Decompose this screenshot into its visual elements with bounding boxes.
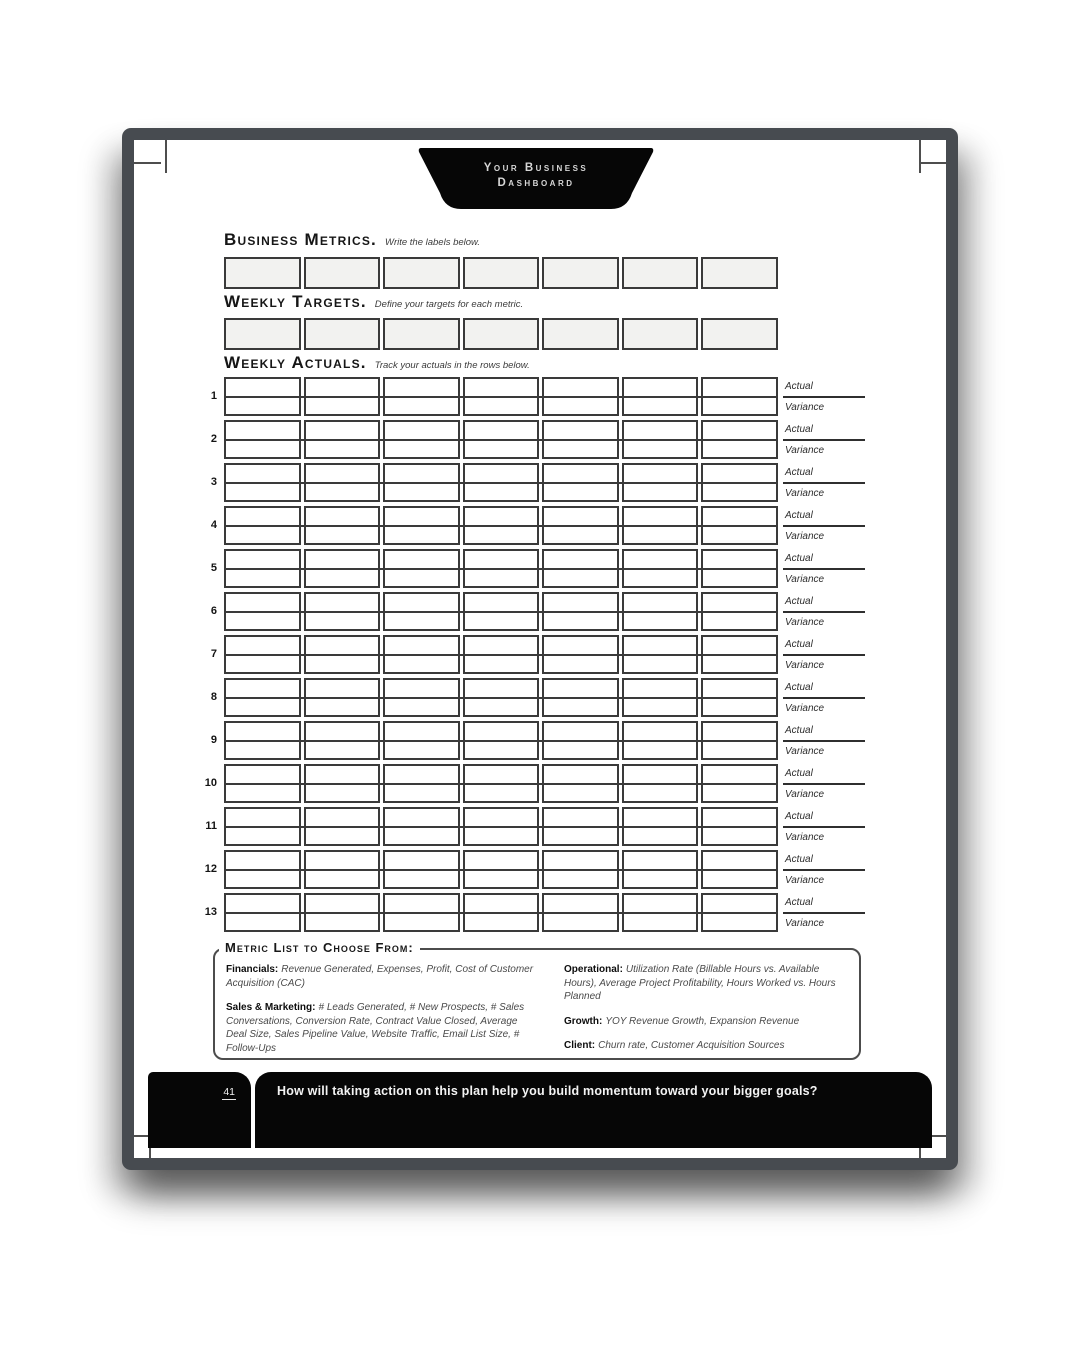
metric-entry-text: # Leads Generated, # New Prospects, # Sales Conversations, Conversion Rate, Contract Value Closed, Average Deal Size, Sales Pipeline Value, Website Traffic, Email List Size, # Follow-Ups xyxy=(226,1002,525,1054)
weekly-targets-subtitle: Define your targets for each metric. xyxy=(374,299,524,310)
blank-metric-cell xyxy=(463,257,540,289)
actuals-cell-group xyxy=(224,549,778,588)
row-number: 3 xyxy=(210,476,217,488)
actual-label: Actual xyxy=(783,764,865,785)
row-side-labels xyxy=(783,377,865,416)
row-middle-divider xyxy=(224,611,778,613)
crop-mark-top-left-h xyxy=(134,162,161,164)
row-side-labels xyxy=(783,549,865,588)
actuals-row-block xyxy=(202,463,942,502)
row-side-labels xyxy=(783,764,865,803)
row-middle-divider xyxy=(224,826,778,828)
crop-mark-top-right-v xyxy=(919,140,921,173)
row-side-labels xyxy=(783,850,865,889)
actual-label: Actual xyxy=(783,678,865,699)
metric-entry-label: Operational: xyxy=(564,964,623,975)
row-number: 9 xyxy=(210,734,217,746)
metric-entry-label: Financials: xyxy=(226,964,279,975)
row-number: 1 xyxy=(210,390,217,402)
actual-label: Actual xyxy=(783,592,865,613)
actuals-row-block xyxy=(202,506,942,545)
actuals-row-block xyxy=(202,377,942,416)
row-middle-divider xyxy=(224,439,778,441)
actuals-row-block xyxy=(202,807,942,846)
row-side-labels xyxy=(783,678,865,717)
business-metrics-title: Business Metrics. xyxy=(224,230,377,249)
blank-metric-cell xyxy=(701,257,778,289)
weekly-actuals-title: Weekly Actuals. xyxy=(224,353,367,372)
banner-title xyxy=(418,161,654,191)
row-middle-divider xyxy=(224,654,778,656)
variance-label: Variance xyxy=(785,788,825,800)
variance-label: Variance xyxy=(785,530,825,542)
metric-entry xyxy=(564,1015,845,1029)
actuals-cell-group xyxy=(224,764,778,803)
actual-label: Actual xyxy=(783,850,865,871)
actuals-row-block xyxy=(202,592,942,631)
metric-list-right-column xyxy=(564,963,845,1066)
row-middle-divider xyxy=(224,697,778,699)
banner-title-line2: Dashboard xyxy=(497,177,575,189)
actuals-cell-group xyxy=(224,678,778,717)
actual-label: Actual xyxy=(783,420,865,441)
blank-metric-cell xyxy=(224,318,301,350)
row-middle-divider xyxy=(224,482,778,484)
variance-label: Variance xyxy=(785,401,825,413)
variance-label: Variance xyxy=(785,444,825,456)
metric-entry-text: Utilization Rate (Billable Hours vs. Available Hours), Average Project Profitability, Hours Worked vs. Hours Planned xyxy=(564,964,836,1002)
row-side-labels xyxy=(783,506,865,545)
actuals-cell-group xyxy=(224,592,778,631)
metric-entry-label: Growth: xyxy=(564,1015,603,1027)
actuals-cell-group xyxy=(224,420,778,459)
metric-list-left-column xyxy=(226,963,538,1066)
row-number: 8 xyxy=(210,691,217,703)
row-middle-divider xyxy=(224,869,778,871)
row-number: 5 xyxy=(210,562,217,574)
business-metrics-heading xyxy=(224,230,480,250)
row-side-labels xyxy=(783,721,865,760)
actual-label: Actual xyxy=(783,463,865,484)
row-middle-divider xyxy=(224,525,778,527)
variance-label: Variance xyxy=(785,659,825,671)
metric-entry-text: Revenue Generated, Expenses, Profit, Cost of Customer Acquisition (CAC) xyxy=(226,964,534,989)
actuals-row-block xyxy=(202,850,942,889)
row-number: 13 xyxy=(204,906,217,918)
actuals-row-block xyxy=(202,635,942,674)
actual-label: Actual xyxy=(783,893,865,914)
metric-entry xyxy=(564,1039,845,1053)
row-number: 10 xyxy=(204,777,217,789)
actuals-cell-group xyxy=(224,850,778,889)
row-side-labels xyxy=(783,592,865,631)
metric-entry-text: Churn rate, Customer Acquisition Sources xyxy=(598,1040,785,1051)
row-side-labels xyxy=(783,893,865,932)
actual-label: Actual xyxy=(783,807,865,828)
actuals-cell-group xyxy=(224,721,778,760)
variance-label: Variance xyxy=(785,573,825,585)
metric-entry-label: Client: xyxy=(564,1040,596,1051)
variance-label: Variance xyxy=(785,831,825,843)
actuals-cell-group xyxy=(224,807,778,846)
blank-metric-cell xyxy=(383,257,460,289)
row-middle-divider xyxy=(224,740,778,742)
crop-mark-top-right-h xyxy=(920,162,946,164)
page-number-block xyxy=(148,1072,251,1148)
blank-metric-cell xyxy=(542,318,619,350)
actuals-cell-group xyxy=(224,893,778,932)
row-side-labels xyxy=(783,420,865,459)
weekly-targets-row xyxy=(224,318,778,350)
variance-label: Variance xyxy=(785,487,825,499)
business-metrics-row xyxy=(224,257,778,289)
row-side-labels xyxy=(783,463,865,502)
blank-metric-cell xyxy=(304,257,381,289)
actuals-cell-group xyxy=(224,463,778,502)
actual-label: Actual xyxy=(783,506,865,527)
actuals-row-block xyxy=(202,420,942,459)
row-number: 2 xyxy=(210,433,217,445)
actuals-table xyxy=(202,377,942,936)
row-number: 12 xyxy=(204,863,217,875)
actual-label: Actual xyxy=(783,549,865,570)
business-metrics-subtitle: Write the labels below. xyxy=(384,237,481,248)
blank-metric-cell xyxy=(383,318,460,350)
actuals-row-block xyxy=(202,893,942,932)
page-frame xyxy=(122,128,958,1170)
variance-label: Variance xyxy=(785,917,825,929)
banner-title-line1: Your Business xyxy=(483,162,589,174)
variance-label: Variance xyxy=(785,745,825,757)
metric-list-columns xyxy=(215,950,859,1066)
metric-list-title: Metric List to Choose From: xyxy=(219,940,420,955)
metric-entry-text: YOY Revenue Growth, Expansion Revenue xyxy=(605,1015,800,1027)
actuals-cell-group xyxy=(224,377,778,416)
weekly-targets-title: Weekly Targets. xyxy=(224,292,367,311)
row-number: 4 xyxy=(210,519,217,531)
weekly-actuals-subtitle: Track your actuals in the rows below. xyxy=(374,360,530,371)
row-number: 11 xyxy=(205,820,217,832)
metric-list-box xyxy=(213,940,861,1060)
blank-metric-cell xyxy=(304,318,381,350)
question-text: How will taking action on this plan help you build momentum toward your bigger goals? xyxy=(277,1084,818,1098)
blank-metric-cell xyxy=(224,257,301,289)
actual-label: Actual xyxy=(783,635,865,656)
crop-mark-top-left-v xyxy=(165,140,167,173)
metric-entry xyxy=(226,1001,538,1055)
actual-label: Actual xyxy=(783,377,865,398)
footer-bar xyxy=(148,1072,932,1148)
row-middle-divider xyxy=(224,396,778,398)
blank-metric-cell xyxy=(622,257,699,289)
row-side-labels xyxy=(783,807,865,846)
actuals-cell-group xyxy=(224,635,778,674)
weekly-actuals-heading xyxy=(224,353,530,373)
worksheet-page xyxy=(134,140,946,1158)
row-middle-divider xyxy=(224,783,778,785)
actuals-row-block xyxy=(202,721,942,760)
actuals-cell-group xyxy=(224,506,778,545)
row-middle-divider xyxy=(224,568,778,570)
variance-label: Variance xyxy=(785,702,825,714)
row-number: 7 xyxy=(210,648,217,660)
actuals-row-block xyxy=(202,549,942,588)
row-middle-divider xyxy=(224,912,778,914)
metric-entry xyxy=(226,963,538,990)
metric-entry-label: Sales & Marketing: xyxy=(226,1002,316,1013)
page-number: 41 xyxy=(223,1086,235,1098)
actuals-row-block xyxy=(202,764,942,803)
variance-label: Variance xyxy=(785,616,825,628)
blank-metric-cell xyxy=(542,257,619,289)
row-side-labels xyxy=(783,635,865,674)
weekly-targets-heading xyxy=(224,292,523,312)
metric-entry xyxy=(564,963,845,1004)
actual-label: Actual xyxy=(783,721,865,742)
actuals-row-block xyxy=(202,678,942,717)
blank-metric-cell xyxy=(701,318,778,350)
title-banner xyxy=(418,148,654,209)
question-panel xyxy=(255,1072,932,1148)
blank-metric-cell xyxy=(622,318,699,350)
variance-label: Variance xyxy=(785,874,825,886)
row-number: 6 xyxy=(210,605,217,617)
blank-metric-cell xyxy=(463,318,540,350)
